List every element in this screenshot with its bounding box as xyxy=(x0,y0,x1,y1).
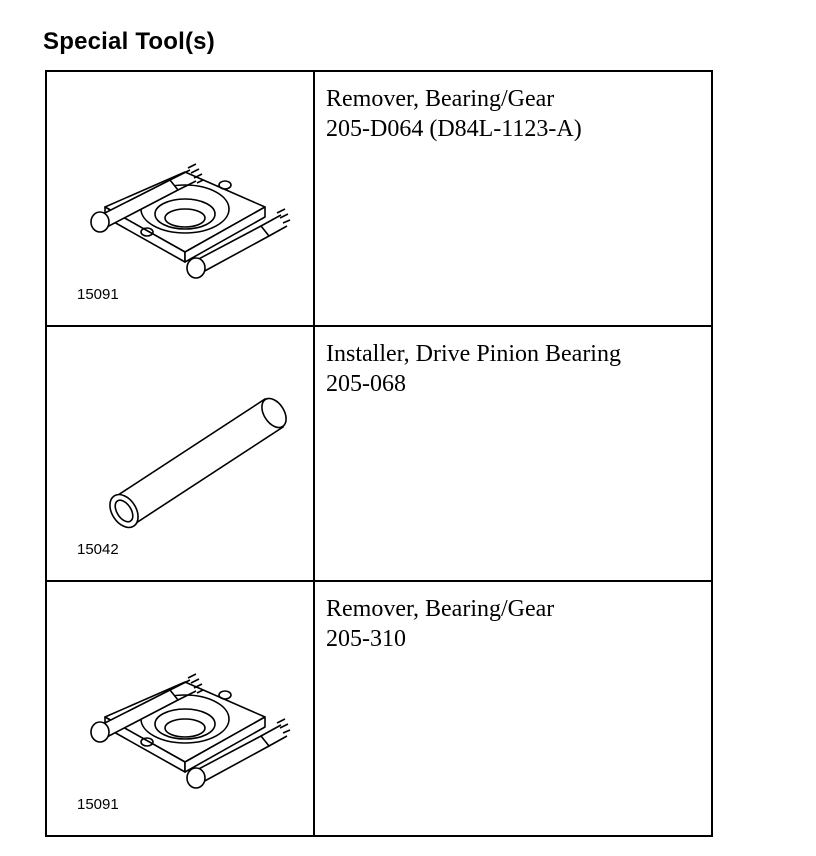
tool-name: Remover, Bearing/Gear xyxy=(326,596,555,622)
figure-number: 15091 xyxy=(77,286,119,303)
tool-part-number: 205-D064 (D84L-1123-A) xyxy=(326,116,582,142)
tool-description-cell xyxy=(314,326,712,581)
bearing-splitter-icon xyxy=(75,622,295,802)
special-tools-table xyxy=(45,70,713,837)
page-title: Special Tool(s) xyxy=(43,28,215,55)
tube-installer-icon xyxy=(75,367,295,547)
table-row xyxy=(46,326,712,581)
tool-image-cell xyxy=(46,326,314,581)
tool-image-cell xyxy=(46,71,314,326)
tool-description-cell xyxy=(314,71,712,326)
table-row xyxy=(46,71,712,326)
tool-description-cell xyxy=(314,581,712,836)
tool-name: Installer, Drive Pinion Bearing xyxy=(326,341,621,367)
figure-number: 15042 xyxy=(77,541,119,558)
tool-part-number: 205-068 xyxy=(326,371,406,397)
tool-image-cell xyxy=(46,581,314,836)
table-row xyxy=(46,581,712,836)
tool-name: Remover, Bearing/Gear xyxy=(326,86,555,112)
tool-part-number: 205-310 xyxy=(326,626,406,652)
bearing-splitter-icon xyxy=(75,112,295,292)
figure-number: 15091 xyxy=(77,796,119,813)
